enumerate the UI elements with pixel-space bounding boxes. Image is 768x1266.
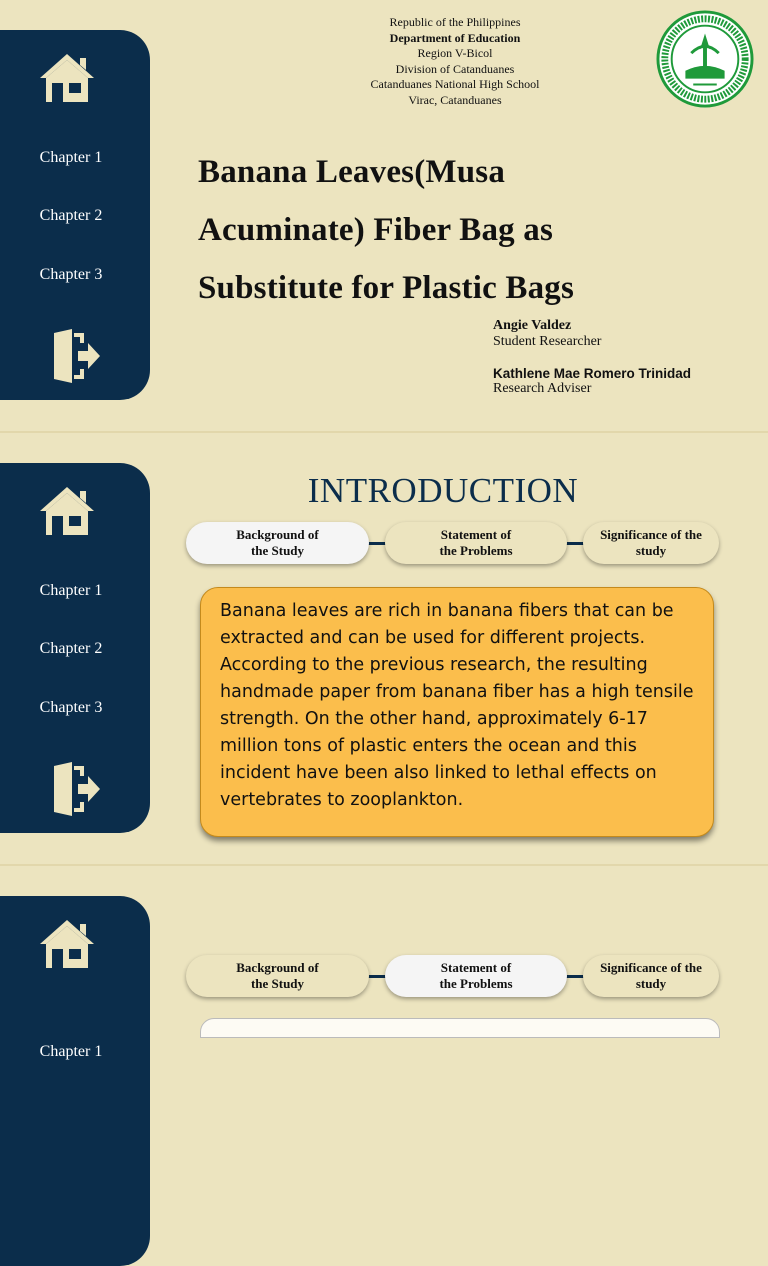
tab-background[interactable]: Background of the Study xyxy=(186,522,369,564)
tab-significance[interactable]: Significance of the study xyxy=(583,955,719,997)
header-line: Catanduanes National High School xyxy=(370,77,540,91)
slide-statement xyxy=(0,866,768,1060)
tab-statement[interactable]: Statement of the Problems xyxy=(385,955,567,997)
nav-chapter-1[interactable]: Chapter 1 xyxy=(39,1043,103,1060)
nav-chapter-3[interactable]: Chapter 3 xyxy=(39,699,103,716)
credits xyxy=(493,318,763,397)
exit-icon[interactable] xyxy=(52,762,100,816)
tab-statement[interactable]: Statement of the Problems xyxy=(385,522,567,564)
nav-chapter-2[interactable]: Chapter 2 xyxy=(39,207,103,224)
slide-introduction xyxy=(0,433,768,866)
home-icon[interactable] xyxy=(36,50,98,106)
researcher-name: Angie Valdez xyxy=(493,318,572,333)
school-seal-icon xyxy=(656,10,754,108)
title-line: Banana Leaves(Musa xyxy=(198,154,506,190)
researcher-role: Student Researcher xyxy=(493,334,602,349)
content-box-peek xyxy=(200,1018,720,1038)
header-line: Republic of the Philippines xyxy=(389,15,521,29)
title-line: Substitute for Plastic Bags xyxy=(198,270,575,306)
header-line: Division of Catanduanes xyxy=(395,61,515,76)
adviser-name: Kathlene Mae Romero Trinidad xyxy=(493,366,692,381)
exit-icon[interactable] xyxy=(52,329,100,383)
header-line-department: Department of Education xyxy=(389,30,521,45)
presentation-title xyxy=(198,143,668,317)
header-line: Region V-Bicol xyxy=(417,46,493,60)
section-tabs xyxy=(186,522,722,564)
nav-chapter-3[interactable]: Chapter 3 xyxy=(39,266,103,283)
home-icon[interactable] xyxy=(36,483,98,539)
section-tabs xyxy=(186,955,722,997)
institution-header xyxy=(300,15,610,108)
adviser-role: Research Adviser xyxy=(493,381,592,396)
sidebar-nav xyxy=(0,896,150,1266)
title-line: Acuminate) Fiber Bag as xyxy=(198,212,554,248)
introduction-text: Banana leaves are rich in banana fibers that can be extracted and can be used for different projects. According to the previous research, the resulting handmade paper from banana fiber has a high tensile strength. On the other hand, approximately 6-17 million tons of plastic enters the ocean and this incident have been also linked to lethal effects on vertebrates to zooplankton. xyxy=(200,587,714,837)
sidebar-nav xyxy=(0,463,150,833)
nav-chapter-1[interactable]: Chapter 1 xyxy=(39,149,103,166)
tab-significance[interactable]: Significance of the study xyxy=(583,522,719,564)
nav-chapter-1[interactable]: Chapter 1 xyxy=(39,582,103,599)
tab-background[interactable]: Background of the Study xyxy=(186,955,369,997)
home-icon[interactable] xyxy=(36,916,98,972)
nav-chapter-2[interactable]: Chapter 2 xyxy=(39,640,103,657)
section-title: INTRODUCTION xyxy=(307,471,579,510)
sidebar-nav xyxy=(0,30,150,400)
header-line: Virac, Catanduanes xyxy=(408,92,502,107)
slide-title xyxy=(0,0,768,430)
